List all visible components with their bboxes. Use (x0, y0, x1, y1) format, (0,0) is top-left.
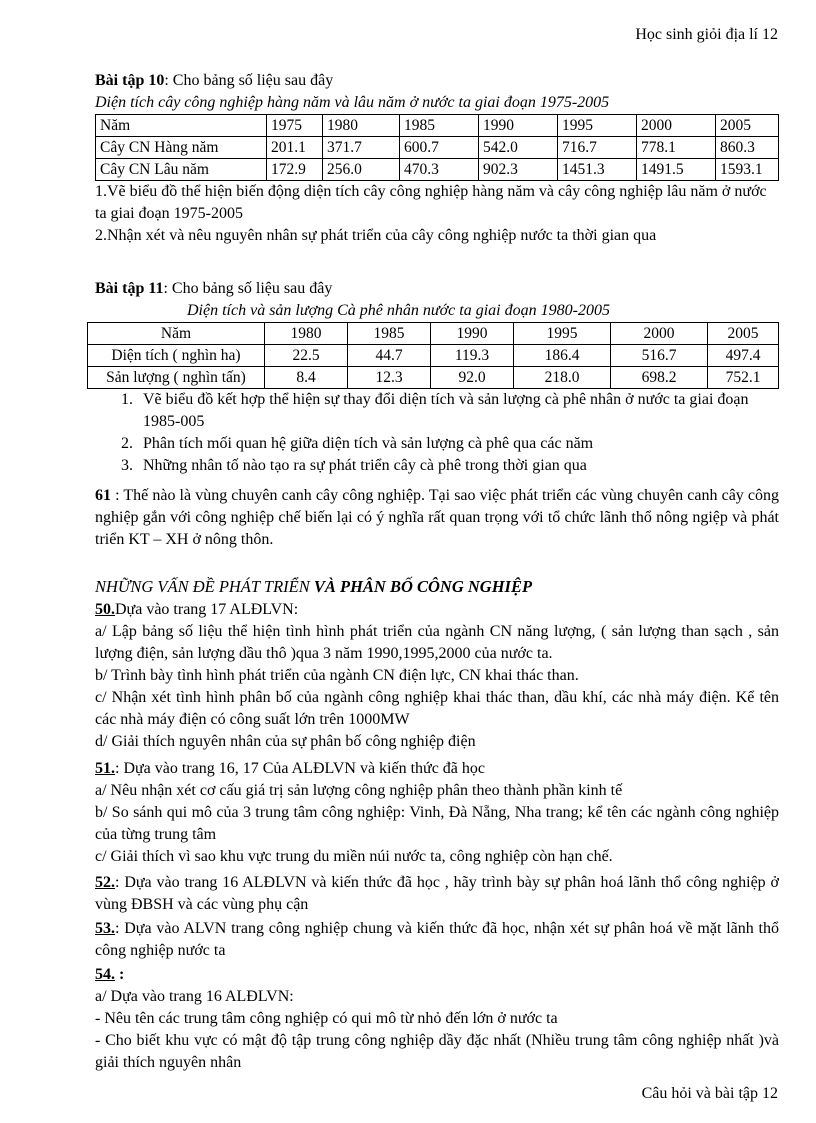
exercise-11-label: Bài tập 11 (95, 280, 164, 297)
table-cell: 12.3 (348, 367, 431, 389)
table-cell: 1593.1 (716, 159, 779, 181)
table-cell: 698.2 (611, 367, 708, 389)
question-61-body: : Thế nào là vùng chuyên canh cây công nghiệp. Tại sao việc phát triển các vùng chuyên canh cây công nghiệp gắn với công nghiệp chế biến lại có ý nghĩa rất quan trọng với tổ chức lãnh thổ nông ngiệp và phát triển KT – XH ở nông thôn. (95, 487, 779, 548)
table-cell: 22.5 (265, 345, 348, 367)
table-row-label: Cây CN Hàng năm (96, 137, 267, 159)
table-cell: 752.1 (708, 367, 779, 389)
table-year-cell: 2000 (637, 115, 716, 137)
question-50-intro (95, 599, 779, 621)
table-year-cell: 1980 (323, 115, 400, 137)
exercise-11-caption: Diện tích và sản lượng Cà phê nhân nước ta giai đoạn 1980-2005 (187, 302, 610, 319)
list-item: 1. Vẽ biểu đồ kết hợp thể hiện sự thay đổi diện tích và sản lượng cà phê nhân ở nước ta giai đoạn 1985-005 (137, 389, 779, 433)
table-cell: 902.3 (479, 159, 558, 181)
table-year-cell: 1995 (514, 323, 611, 345)
table-cell: 44.7 (348, 345, 431, 367)
question-54-number: 54. (95, 966, 115, 983)
table-year-cell: 1975 (267, 115, 323, 137)
table-row-label: Diện tích ( nghìn ha) (88, 345, 265, 367)
question-50-number: 50. (95, 601, 115, 618)
exercise-11-intro: : Cho bảng số liệu sau đây (163, 280, 333, 297)
question-61 (95, 485, 779, 551)
list-item: 3. Những nhân tố nào tạo ra sự phát triển cây cà phê trong thời gian qua (137, 455, 779, 477)
question-53-number: 53. (95, 920, 115, 937)
table-cell: 186.4 (514, 345, 611, 367)
question-52-body: : Dựa vào trang 16 ALĐLVN và kiến thức đã học , hãy trình bày sự phân hoá lãnh thổ công nghiệp ở vùng ĐBSH và các vùng phụ cận (95, 874, 779, 913)
exercise-10-table (95, 114, 779, 181)
exercise-11-tasks (95, 389, 779, 477)
question-50-item: c/ Nhận xét tình hình phân bố của ngành công nghiệp khai thác than, dầu khí, các nhà máy điện. Kể tên các nhà máy điện có công suất lớn trên 1000MW (95, 689, 779, 728)
table-cell: 516.7 (611, 345, 708, 367)
question-54 (95, 964, 779, 1074)
table-cell: 1491.5 (637, 159, 716, 181)
question-52-text (95, 872, 779, 916)
question-54-title (95, 964, 779, 986)
question-61-text (95, 485, 779, 551)
section-heading-plain: NHỮNG VẤN ĐỀ PHÁT TRIỂN (95, 577, 314, 596)
table-row (88, 367, 779, 389)
exercise-10-title (95, 70, 779, 92)
table-cell: 256.0 (323, 159, 400, 181)
question-51-item: b/ So sánh qui mô của 3 trung tâm công nghiệp: Vinh, Đà Nẵng, Nha trang; kể tên các ngành công nghiệp của từng trung tâm (95, 804, 779, 843)
question-50-item: b/ Trình bày tình hình phát triển của ngành CN điện lực, CN khai thác than. (95, 667, 579, 684)
question-50-intro-text: Dựa vào trang 17 ALĐLVN: (115, 601, 299, 618)
question-51-item: a/ Nêu nhận xét cơ cấu giá trị sản lượng công nghiệp phân theo thành phần kinh tế (95, 782, 623, 799)
table-cell: 172.9 (267, 159, 323, 181)
table-year-cell: 1985 (348, 323, 431, 345)
exercise-10-label: Bài tập 10 (95, 72, 165, 89)
table-header-row (96, 115, 779, 137)
table-year-cell: 1985 (400, 115, 479, 137)
table-cell: 92.0 (431, 367, 514, 389)
table-cell: 542.0 (479, 137, 558, 159)
question-54-item: a/ Dựa vào trang 16 ALĐLVN: (95, 988, 294, 1005)
question-54-item: - Cho biết khu vực có mật độ tập trung công nghiệp dầy đặc nhất (Nhiều trung tâm công nghiệp nhất )và giải thích nguyên nhân (95, 1032, 779, 1071)
question-53-text (95, 918, 779, 962)
question-54-suffix: : (115, 966, 125, 983)
exercise-10-task: 1.Vẽ biểu đồ thể hiện biến động diện tích cây công nghiệp hàng năm và cây công nghiệp lâu năm ở nước ta giai đoạn 1975-2005 (95, 183, 767, 222)
question-52-number: 52. (95, 874, 115, 891)
exercise-11-title (95, 278, 779, 300)
section-industry (95, 576, 779, 598)
question-51-number: 51. (95, 760, 115, 777)
table-cell: 860.3 (716, 137, 779, 159)
section-heading (95, 576, 779, 598)
question-50-item: d/ Giải thích nguyên nhân của sự phân bố công nghiệp điện (95, 733, 476, 750)
question-51-item: c/ Giải thích vì sao khu vực trung du miền núi nước ta, công nghiệp còn hạn chế. (95, 848, 613, 865)
table-year-cell: 1980 (265, 323, 348, 345)
table-row-label: Cây CN Lâu năm (96, 159, 267, 181)
question-52 (95, 872, 779, 916)
table-cell: 600.7 (400, 137, 479, 159)
table-header-cell: Năm (88, 323, 265, 345)
table-row (96, 137, 779, 159)
table-year-cell: 2005 (708, 323, 779, 345)
question-50 (95, 599, 779, 753)
exercise-10 (95, 70, 779, 247)
table-row-label: Sản lượng ( nghìn tấn) (88, 367, 265, 389)
exercise-11-table (87, 322, 779, 389)
table-year-cell: 2005 (716, 115, 779, 137)
table-cell: 8.4 (265, 367, 348, 389)
question-61-number: 61 (95, 487, 111, 504)
table-year-cell: 1990 (431, 323, 514, 345)
table-cell: 716.7 (558, 137, 637, 159)
table-cell: 497.4 (708, 345, 779, 367)
page-header: Học sinh giỏi địa lí 12 (635, 26, 778, 43)
question-50-item: a/ Lập bảng số liệu thể hiện tình hình phát triển của ngành CN năng lượng, ( sản lượng than sạch , sản lượng điện, sản lượng dầu thô )qua 3 năm 1990,1995,2000 của nước ta. (95, 623, 779, 662)
question-51-intro-text: : Dựa vào trang 16, 17 Của ALĐLVN và kiến thức đã học (115, 760, 486, 777)
table-year-cell: 2000 (611, 323, 708, 345)
question-51-intro (95, 758, 779, 780)
exercise-10-task: 2.Nhận xét và nêu nguyên nhân sự phát triển của cây công nghiệp nước ta thời gian qua (95, 227, 657, 244)
table-cell: 218.0 (514, 367, 611, 389)
table-cell: 1451.3 (558, 159, 637, 181)
exercise-10-caption: Diện tích cây công nghiệp hàng năm và lâu năm ở nước ta giai đoạn 1975-2005 (95, 94, 610, 111)
table-row (88, 345, 779, 367)
table-year-cell: 1995 (558, 115, 637, 137)
table-row (96, 159, 779, 181)
table-cell: 470.3 (400, 159, 479, 181)
question-51 (95, 758, 779, 868)
exercise-11 (95, 278, 779, 477)
table-header-row (88, 323, 779, 345)
exercise-10-intro: : Cho bảng số liệu sau đây (164, 72, 334, 89)
table-cell: 119.3 (431, 345, 514, 367)
table-header-cell: Năm (96, 115, 267, 137)
question-54-item: - Nêu tên các trung tâm công nghiệp có qui mô từ nhỏ đến lớn ở nước ta (95, 1010, 558, 1027)
question-53-body: : Dựa vào ALVN trang công nghiệp chung và kiến thức đã học, nhận xét sự phân hoá về mặt lãnh thổ công nghiệp nước ta (95, 920, 779, 959)
section-heading-bold: VÀ PHÂN BỐ CÔNG NGHIỆP (313, 577, 533, 596)
table-cell: 778.1 (637, 137, 716, 159)
table-cell: 201.1 (267, 137, 323, 159)
question-53 (95, 918, 779, 962)
page-footer: Câu hỏi và bài tập 12 (641, 1085, 778, 1102)
table-year-cell: 1990 (479, 115, 558, 137)
list-item: 2. Phân tích mối quan hệ giữa diện tích và sản lượng cà phê qua các năm (137, 433, 779, 455)
table-cell: 371.7 (323, 137, 400, 159)
